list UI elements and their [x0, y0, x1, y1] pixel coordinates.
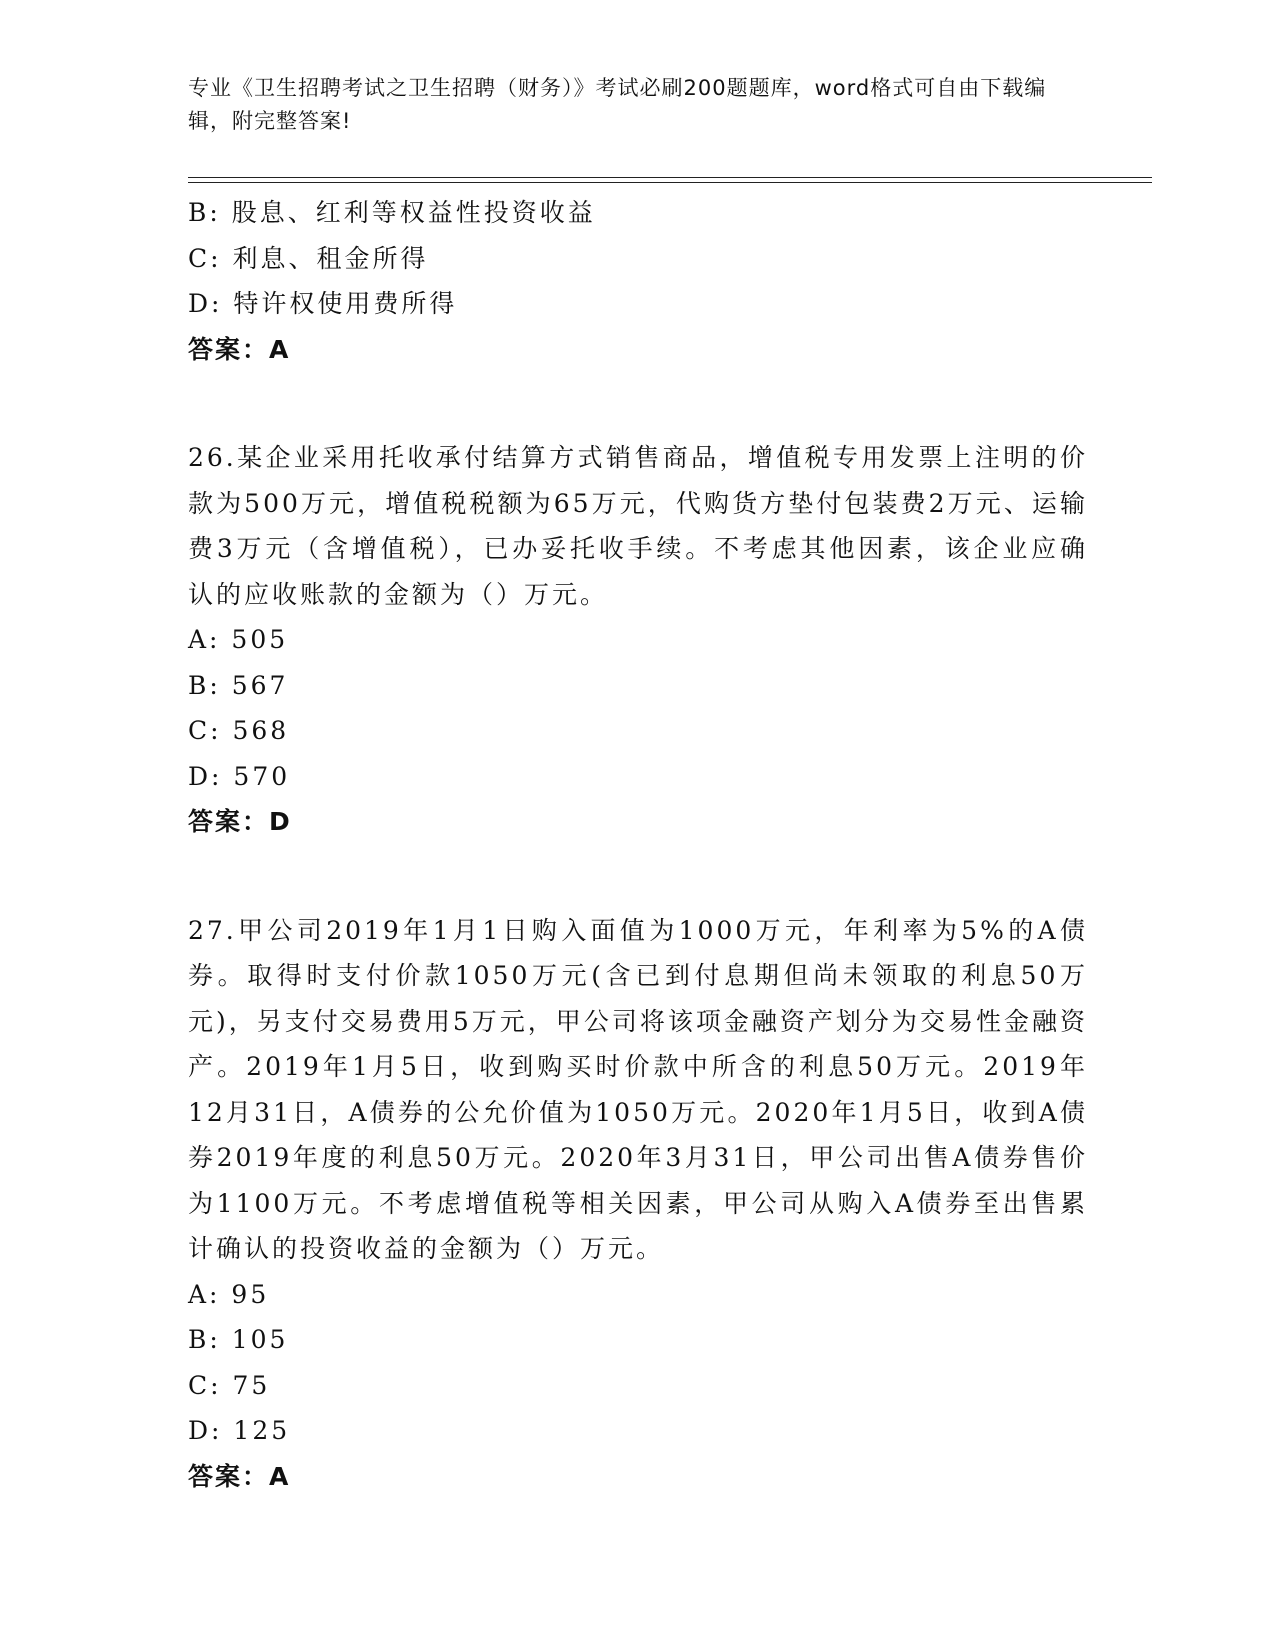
option-b: B: 105: [188, 1325, 289, 1354]
option-c: C: 568: [188, 716, 290, 745]
document-header: 专业《卫生招聘考试之卫生招聘（财务）》考试必刷200题题库，word格式可自由下载编辑，附完整答案!: [188, 76, 1047, 133]
option-a: A: 505: [188, 625, 289, 654]
option-c: C: 利息、租金所得: [188, 243, 429, 273]
option-d: D: 特许权使用费所得: [188, 289, 458, 318]
question-content: [188, 190, 1088, 1499]
question-27: [188, 908, 1088, 1500]
question-text: 27.甲公司2019年1月1日购入面值为1000万元，年利率为5%的A债券。取得时支付价款1050万元(含已到付息期但尚未领取的利息50万元)，另支付交易费用5万元，甲公司将该项金融资产划分为交易性金融资产。2019年1月5日，收到购买时价款中所含的利息50万元。2019年12月31日，A债券的公允价值为1050万元。2020年1月5日，收到A债券2019年度的利息50万元。2020年3月31日，甲公司出售A债券售价为1100万元。不考虑增值税等相关因素，甲公司从购入A债券至出售累计确认的投资收益的金额为（）万元。: [188, 915, 1088, 1263]
option-b: B: 股息、红利等权益性投资收益: [188, 198, 596, 227]
header-rule-top: [188, 177, 1152, 178]
question-26: [188, 435, 1088, 845]
answer: 答案：D: [188, 807, 292, 836]
header-rule-bottom: [188, 182, 1152, 183]
answer: 答案：A: [188, 334, 291, 364]
option-d: D: 125: [188, 1416, 291, 1445]
option-b: B: 567: [188, 670, 289, 700]
question-25-tail: [188, 190, 1088, 372]
option-a: A: 95: [188, 1279, 270, 1309]
answer: 答案：A: [188, 1461, 291, 1491]
option-d: D: 570: [188, 761, 291, 791]
question-text: 26.某企业采用托收承付结算方式销售商品，增值税专用发票上注明的价款为500万元，增值税税额为65万元，代购货方垫付包装费2万元、运输费3万元（含增值税），已办妥托收手续。不考虑其他因素，该企业应确认的应收账款的金额为（）万元。: [188, 443, 1088, 609]
option-c: C: 75: [188, 1370, 271, 1400]
